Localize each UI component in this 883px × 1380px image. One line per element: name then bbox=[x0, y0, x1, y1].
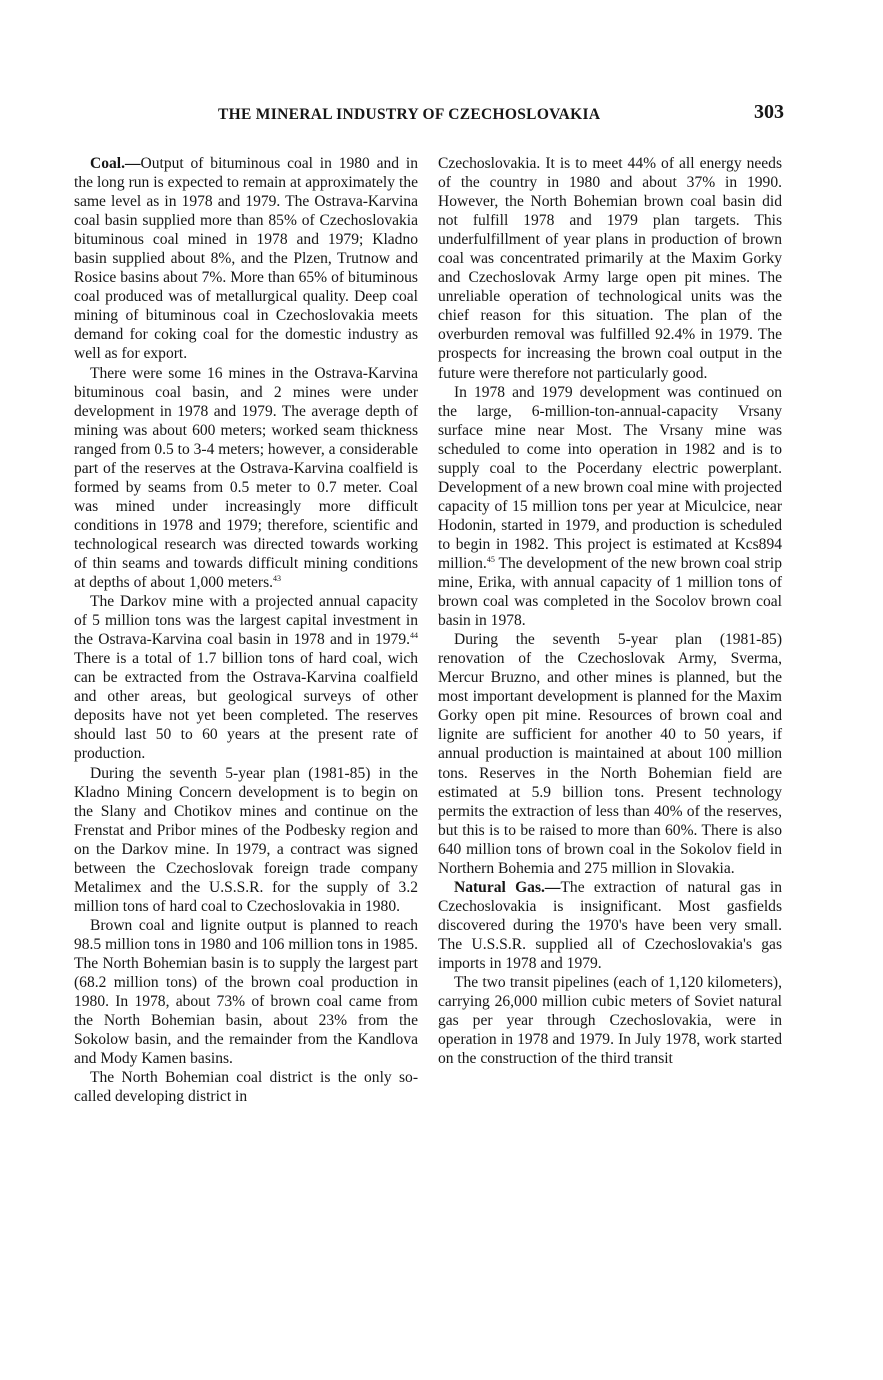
section-heading-coal: Coal.— bbox=[90, 155, 141, 172]
paragraph-natural-gas bbox=[438, 878, 782, 973]
paragraph-text: Czechoslovakia. It is to meet 44% of all energy needs of the country in 1980 and about 37% in 1990. However, the North Bohemian brown coal basin did not fulfill 1978 and 1979 plan targets. This underfulfillment of year plans in production of brown coal was concentrated primarily at the Maxim Gorky and Czechoslovak Army large open pit mines. The unreliable operation of technological units was the chief reason for this situation. The plan of the overburden removal was fulfilled 92.4% in 1979. The prospects for increasing the brown coal output in the future were therefore not particularly good. bbox=[438, 155, 782, 382]
paragraph-text: The Darkov mine with a projected annual capacity of 5 million tons was the largest capital investment in the Ostrava-Karvina coal basin in 1978 and in 1979. bbox=[74, 593, 418, 649]
paragraph-text: Brown coal and lignite output is planned to reach 98.5 million tons in 1980 and 106 million tons in 1985. The North Bohemian basin is to supply the largest part (68.2 million tons) of the brown coal production in 1980. In 1978, about 73% of brown coal came from the North Bohemian basin, about 23% from the Sokolow basin, and the remainder from the Kandlova and Mody Kamen basins. bbox=[74, 916, 418, 1068]
paragraph-text: The two transit pipelines (each of 1,120 kilometers), carrying 26,000 million cubic meters of Soviet natural gas per year through Czechoslovakia, were in operation in 1978 and 1979. In July 1978, work started on the construction of the third transit bbox=[438, 974, 782, 1068]
paragraph-text: During the seventh 5-year plan (1981-85) renovation of the Czechoslovak Army, Sverma, Mercur Bruzno, and other mines is planned, but the most important development is planned for the Maxim Gorky open pit mine. Resources of brown coal and lignite are sufficient for another 40 to 50 years, if annual production is maintained at about 100 million tons. Reserves in the North Bohemian field are estimated at 5.9 billion tons. Present technology permits the extraction of less than 40% of the reserves, but this is to be raised to more than 60%. There is also 640 million tons of brown coal in the Sokolov field in Northern Bohemia and 275 million in Slovakia. bbox=[438, 631, 782, 877]
paragraph-text: Output of bituminous coal in 1980 and in the long run is expected to remain at approximately the same level as in 1978 and 1979. The Ostrava-Karvina coal basin supplied more than 85% of Czechoslovakia bituminous coal mined in 1978 and 1979; Kladno basin supplied about 8%, and the Plzen, Trutnow and Rosice basins about 7%. More than 65% of bituminous coal produced was of metallurgical quality. Deep coal mining of bituminous coal in Czechoslovakia meets demand for coking coal for the domestic industry as well as for export. bbox=[74, 155, 418, 363]
footnote-ref: 43 bbox=[273, 574, 282, 584]
paragraph-text: There were some 16 mines in the Ostrava-Karvina bituminous coal basin, and 2 mines were under development in 1978 and 1979. The average depth of mining was about 600 meters; worked seam thickness ranged from 0.5 to 3-4 meters; however, a considerable part of the reserves at the Ostrava-Karvina coalfield is formed by seams from 0.5 meter to 0.7 meter. Coal was mined under increasingly more difficult conditions in 1978 and 1979; therefore, scientific and technological research was directed towards working of thin seams and towards difficult mining conditions at depths of about 1,000 meters. bbox=[74, 364, 418, 592]
paragraph-text: The North Bohemian coal district is the only so-called developing district in bbox=[74, 1069, 418, 1106]
paragraph-coal bbox=[74, 154, 418, 364]
paragraph bbox=[74, 764, 418, 916]
running-title: THE MINERAL INDUSTRY OF CZECHOSLOVAKIA bbox=[218, 106, 601, 123]
paragraph-continued bbox=[438, 154, 782, 383]
paragraph bbox=[74, 364, 418, 593]
page-header bbox=[74, 101, 786, 133]
right-column bbox=[438, 154, 782, 1068]
paragraph-text: The extraction of natural gas in Czechoslovakia is insignificant. Most gasfields discovered during the 1970's have been very small. The U.S.S.R. supplied all of Czechoslovakia's gas imports in 1978 and 1979. bbox=[438, 878, 782, 972]
paragraph bbox=[74, 916, 418, 1068]
left-column bbox=[74, 154, 418, 1106]
paragraph bbox=[438, 973, 782, 1068]
footnote-ref: 45 bbox=[486, 554, 495, 564]
paragraph-text: During the seventh 5-year plan (1981-85) in the Kladno Mining Concern development is to begin on the Slany and Chotikov mines and continue on the Frenstat and Pribor mines of the Podbesky region and on the Darkov mine. In 1979, a contract was signed between the Czechoslovak foreign trade company Metalimex and the U.S.S.R. for the supply of 3.2 million tons of hard coal to Czechoslovakia in 1980. bbox=[74, 764, 418, 915]
section-heading-natural-gas: Natural Gas.— bbox=[454, 878, 561, 896]
paragraph bbox=[438, 630, 782, 878]
paragraph-text: There is a total of 1.7 billion tons of hard coal, wich can be extracted from the Ostrava-Karvina coalfield and other areas, but geological surveys of other deposits have not yet been completed. The reserves should last 50 to 60 years at the present rate of production. bbox=[74, 650, 418, 763]
paragraph bbox=[74, 1068, 418, 1106]
page-number: 303 bbox=[754, 101, 784, 123]
footnote-ref: 44 bbox=[410, 631, 418, 641]
paragraph bbox=[438, 383, 782, 631]
paragraph-text: In 1978 and 1979 development was continued on the large, 6-million-ton-annual-capacity Vrsany surface mine near Most. The Vrsany mine was scheduled to come into operation in 1982 and is to supply coal to the Pocerdany electric powerplant. Development of a new brown coal mine with projected capacity of 15 million tons per year at Miculcice, near Hodonin, started in 1979, and production is scheduled to begin in 1982. This project is estimated at Kcs894 million. bbox=[438, 383, 782, 572]
paragraph-text: The development of the new brown coal strip mine, Erika, with annual capacity of 1 million tons of brown coal was completed in the Socolov brown coal basin in 1978. bbox=[438, 554, 782, 630]
paragraph bbox=[74, 592, 418, 763]
